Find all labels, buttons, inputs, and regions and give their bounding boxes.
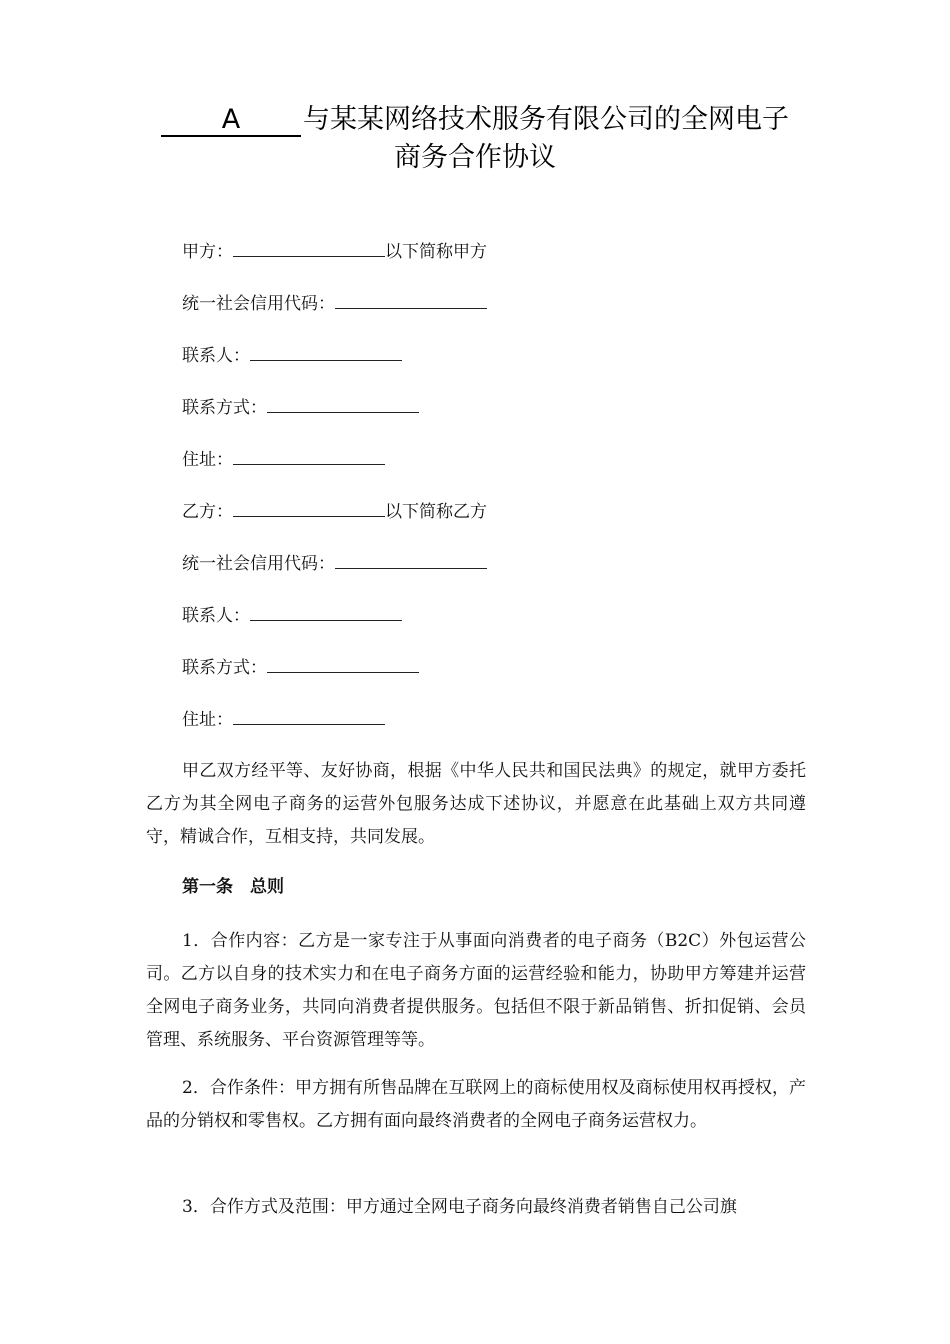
- party-b-credit-code-field: [182, 550, 487, 576]
- party-b-name-suffix: 以下简称乙方: [385, 502, 487, 522]
- party-b-address-blank: [233, 706, 385, 725]
- party-a-phone-blank: [267, 394, 419, 413]
- party-a-address-field: [182, 446, 385, 472]
- party-b-phone-field: [182, 654, 419, 680]
- article-1-clause-3: 3．合作方式及范围：甲方通过全网电子商务向最终消费者销售自己公司旗: [182, 1197, 737, 1217]
- party-a-credit-code-blank: [335, 290, 487, 309]
- article-1-clause-2: 2．合作条件：甲方拥有所售品牌在互联网上的商标使用权及商标使用权再授权，产品的分销权和零售权。乙方拥有面向最终消费者的全网电子商务运营权力。: [146, 1078, 806, 1131]
- party-a-credit-code-field: [182, 290, 487, 316]
- party-b-name-label: 乙方：: [182, 502, 233, 522]
- party-b-name-blank: [233, 498, 385, 517]
- party-a-contact-blank: [250, 342, 402, 361]
- party-a-contact-label: 联系人：: [182, 346, 250, 366]
- party-b-contact-field: [182, 602, 402, 628]
- article-1-heading: 第一条 总则: [182, 877, 284, 897]
- party-a-name-label: 甲方：: [182, 242, 233, 262]
- party-b-address-field: [182, 706, 385, 732]
- party-a-name-field: [182, 238, 487, 264]
- party-a-blank: A: [161, 105, 301, 137]
- party-a-credit-code-label: 统一社会信用代码：: [182, 294, 335, 314]
- party-a-name-suffix: 以下简称甲方: [385, 242, 487, 262]
- party-b-phone-label: 联系方式：: [182, 658, 267, 678]
- party-a-contact-field: [182, 342, 402, 368]
- party-a-address-blank: [233, 446, 385, 465]
- party-b-contact-label: 联系人：: [182, 606, 250, 626]
- party-b-credit-code-blank: [335, 550, 487, 569]
- document-title-line2: 商务合作协议: [394, 142, 556, 173]
- party-b-credit-code-label: 统一社会信用代码：: [182, 554, 335, 574]
- party-a-phone-field: [182, 394, 419, 420]
- document-title-line1: [100, 100, 850, 140]
- party-b-phone-blank: [267, 654, 419, 673]
- party-b-address-label: 住址：: [182, 710, 233, 730]
- party-b-contact-blank: [250, 602, 402, 621]
- preamble-paragraph: 甲乙双方经平等、友好协商，根据《中华人民共和国民法典》的规定，就甲方委托乙方为其全网电子商务的运营外包服务达成下述协议，并愿意在此基础上双方共同遵守，精诚合作，互相支持，共同发展。: [146, 761, 806, 847]
- title-text-line1: 与某某网络技术服务有限公司的全网电子: [303, 104, 789, 135]
- party-a-address-label: 住址：: [182, 450, 233, 470]
- party-b-name-field: [182, 498, 487, 524]
- party-a-phone-label: 联系方式：: [182, 398, 267, 418]
- article-1-clause-1: 1．合作内容：乙方是一家专注于从事面向消费者的电子商务（B2C）外包运营公司。乙方以自身的技术实力和在电子商务方面的运营经验和能力，协助甲方筹建并运营全网电子商务业务，共同向消费者提供服务。包括但不限于新品销售、折扣促销、会员管理、系统服务、平台资源管理等等。: [146, 931, 806, 1050]
- party-a-name-blank: [233, 238, 385, 257]
